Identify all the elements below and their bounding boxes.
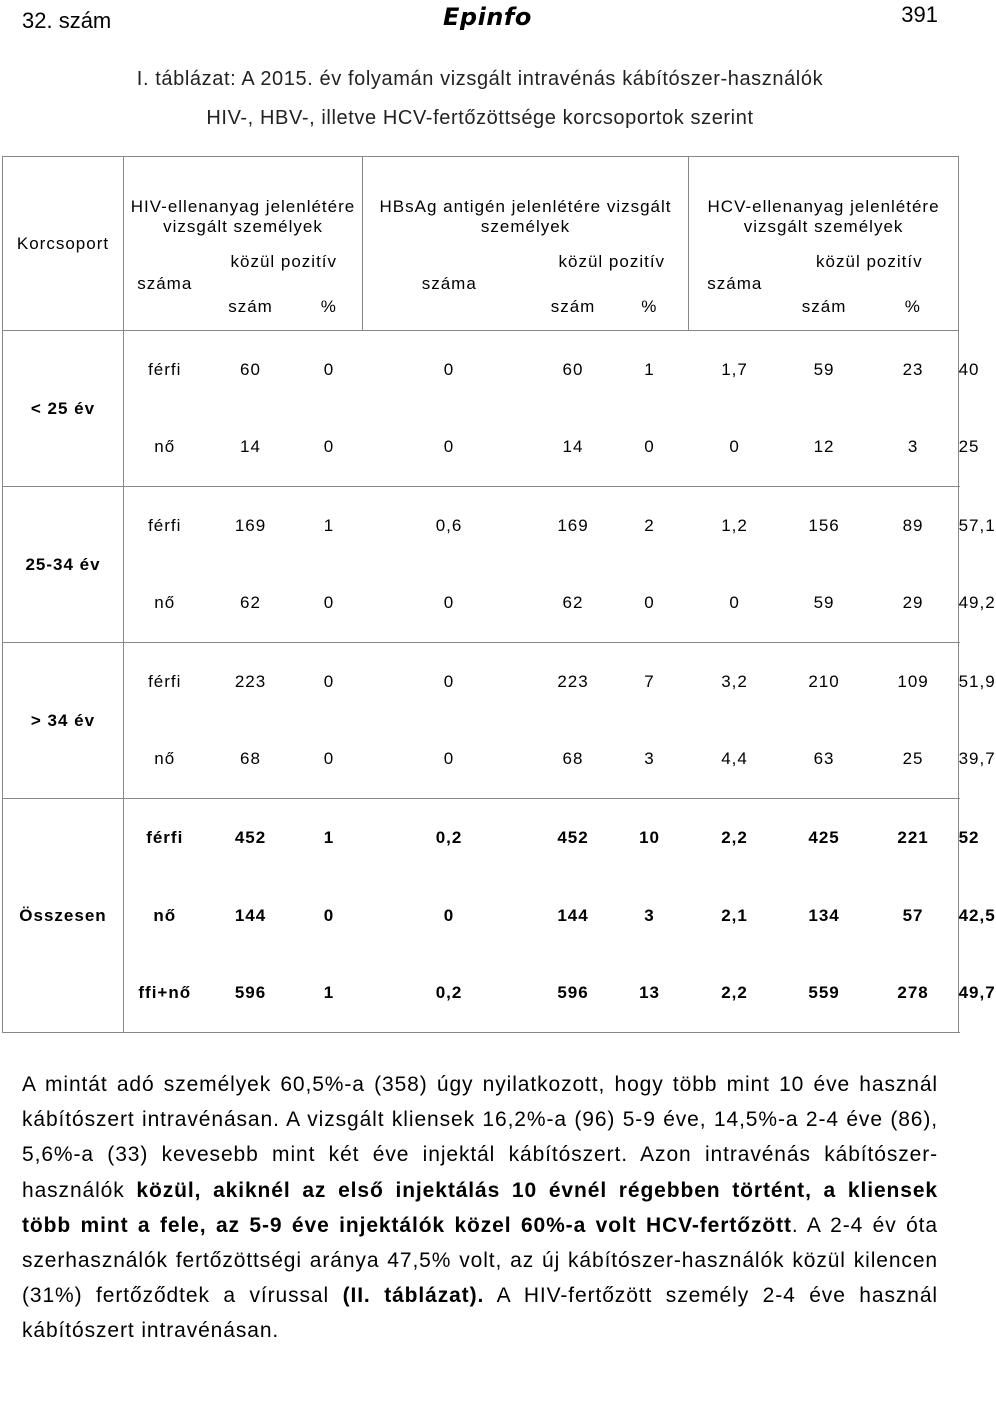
table-caption-line2: HIV-, HBV-, illetve HCV-fertőzöttsége korcsoportok szerint [206, 107, 754, 129]
value-cell: 59 [781, 565, 868, 643]
value-cell: 68 [206, 721, 296, 799]
sex-cell: nő [153, 905, 177, 925]
value-cell: 10 [639, 827, 660, 847]
table-reference: (II. táblázat). [342, 1284, 485, 1308]
age-group-cell: 25-34 év [3, 487, 124, 643]
subheader-hcv-pct: % [868, 285, 959, 331]
subheader-hiv-kozul: közül pozitív [206, 239, 363, 285]
value-cell: 0 [443, 671, 455, 691]
value-cell: 1 [323, 827, 335, 847]
value-cell: 223 [234, 671, 267, 691]
sex-cell: férfi [148, 515, 182, 535]
sex-cell: férfi [148, 671, 182, 691]
subheader-hbsag-kozul: közül pozitív [536, 239, 689, 285]
table-row: 25-34 év férfi 169 1 0,6 169 2 1,2 156 89 57,1 [3, 487, 959, 565]
value-cell: 12 [781, 409, 868, 487]
value-cell: 62 [206, 565, 296, 643]
value-cell: 0 [611, 565, 689, 643]
value-cell: 62 [536, 565, 611, 643]
value-cell: 14 [206, 409, 296, 487]
value-cell: 0,2 [363, 955, 536, 1033]
subheader-hbsag-szama: száma [363, 239, 536, 331]
value-cell: 221 [897, 827, 929, 847]
value-cell: 14 [536, 409, 611, 487]
value-cell: 2,2 [689, 955, 781, 1033]
value-cell: 1 [323, 515, 335, 535]
paragraph-text-3: A HIV-fertőzött személy 2-4 éve használ kábítószert intravénásan. [22, 1284, 938, 1343]
table-row: nő 68 0 0 68 3 4,4 63 25 39,7 [3, 721, 959, 799]
value-cell: 7 [644, 671, 655, 691]
value-cell: 59 [813, 359, 835, 379]
paragraph-bold-1: közül, akiknél az első injektálás 10 évnél régebben történt, a kliensek több mint a fele, az 5-9 éve injektálók közel 60%-a volt HCV-fertőzött [22, 1178, 938, 1237]
subheader-hiv-szam: szám [206, 285, 296, 331]
table-row: ffi+nő 596 1 0,2 596 13 2,2 559 278 49,7 [3, 955, 959, 1033]
value-cell: 0 [443, 905, 455, 925]
value-cell: 0,2 [435, 827, 463, 847]
value-cell: 596 [536, 955, 611, 1033]
page-number: 391 [901, 2, 938, 27]
table-row: nő 144 0 0 144 3 2,1 134 57 42,5 [3, 877, 959, 955]
value-cell: 4,4 [689, 721, 781, 799]
value-cell: 3,2 [721, 671, 748, 691]
value-cell: 134 [808, 905, 840, 925]
body-paragraph [22, 1067, 938, 1349]
age-group-cell: Összesen [3, 799, 124, 1033]
value-cell: 0 [689, 565, 781, 643]
table-row: < 25 év férfi 60 0 0 60 1 1,7 59 23 40 [3, 331, 959, 409]
table-row: > 34 év férfi 223 0 0 223 7 3,2 210 109 51,9 [3, 643, 959, 721]
value-cell: 278 [868, 955, 959, 1033]
paragraph-text-1: A mintát adó személyek 60,5%-a (358) úgy nyilatkozott, hogy több mint 10 éve használ kábítószert intravénásan. A vizsgált kliensek 16,2%-a (96) 5-9 éve, 14,5%-a 2-4 éve (86), 5,6%-a (33) kevesebb mint két éve injektál kábítószert. Azon intravénás kábítószer-használók [22, 1073, 938, 1202]
value-cell: 596 [206, 955, 296, 1033]
value-cell: 169 [557, 515, 589, 535]
table-row: nő 14 0 0 14 0 0 12 3 25 [3, 409, 959, 487]
value-cell: 13 [611, 955, 689, 1033]
subheader-hcv-szam: szám [781, 285, 868, 331]
value-cell: 63 [781, 721, 868, 799]
value-cell: 169 [234, 515, 267, 535]
value-cell: 23 [902, 359, 924, 379]
col-header-age: Korcsoport [3, 157, 124, 331]
group-header-hiv: HIV-ellenanyag jelenlétére vizsgált személyek [124, 157, 363, 239]
value-cell: 0 [363, 721, 536, 799]
age-group-cell: > 34 év [3, 643, 124, 799]
value-cell: 1 [296, 955, 363, 1033]
value-cell: 144 [234, 905, 267, 925]
paragraph-text-2: . A 2-4 év óta szerhasználók fertőzöttségi aránya 47,5% volt, az új kábítószer-használók közül kilencen (31%) fertőződtek a vírussal [22, 1213, 938, 1308]
value-cell: 0 [363, 565, 536, 643]
value-cell: 0 [296, 565, 363, 643]
subheader-hiv-pct: % [296, 285, 363, 331]
value-cell: 1,2 [721, 515, 748, 535]
value-cell: 0 [323, 905, 335, 925]
value-cell: 3 [611, 721, 689, 799]
subheader-hiv-szama: száma [124, 239, 206, 331]
value-cell: 2,2 [721, 827, 748, 847]
value-cell: 0 [363, 409, 536, 487]
subheader-hcv-szama: száma [689, 239, 781, 331]
table-row: Összesen férfi 452 1 0,2 452 10 2,2 425 221 52 [3, 799, 959, 877]
value-cell: 2 [644, 515, 655, 535]
value-cell: 425 [808, 827, 840, 847]
value-cell: 3 [868, 409, 959, 487]
value-cell: 25 [868, 721, 959, 799]
value-cell: 0 [296, 721, 363, 799]
value-cell: 57 [902, 905, 924, 925]
value-cell: 156 [808, 515, 840, 535]
issue-number: 32. szám [22, 8, 112, 33]
value-cell: 144 [557, 905, 589, 925]
sex-cell: ffi+nő [124, 955, 206, 1033]
subheader-hbsag-szam: szám [536, 285, 611, 331]
sex-cell: férfi [146, 827, 184, 847]
epinfo-logo: Epinfo [443, 3, 532, 31]
value-cell: 0 [689, 409, 781, 487]
group-header-hbsag: HBsAg antigén jelenlétére vizsgált személyek [363, 157, 689, 239]
value-cell: 1,7 [721, 359, 748, 379]
value-cell: 0 [611, 409, 689, 487]
value-cell: 223 [557, 671, 589, 691]
value-cell: 0 [323, 359, 335, 379]
value-cell: 29 [868, 565, 959, 643]
results-table [2, 156, 996, 1033]
value-cell: 60 [562, 359, 584, 379]
value-cell: 3 [644, 905, 655, 925]
table-caption-line1: I. táblázat: A 2015. év folyamán vizsgált intravénás kábítószer-használók [136, 68, 824, 90]
value-cell: 60 [240, 359, 261, 379]
sex-cell: férfi [148, 359, 182, 379]
value-cell: 559 [781, 955, 868, 1033]
value-cell: 0 [296, 409, 363, 487]
table-row: nő 62 0 0 62 0 0 59 29 49,2 [3, 565, 959, 643]
subheader-hbsag-pct: % [611, 285, 689, 331]
value-cell: 452 [234, 827, 267, 847]
value-cell: 109 [897, 671, 929, 691]
age-group-cell: < 25 év [3, 331, 124, 487]
value-cell: 210 [808, 671, 840, 691]
sex-cell: nő [124, 565, 206, 643]
value-cell: 0,6 [435, 515, 463, 535]
value-cell: 452 [557, 827, 589, 847]
sex-cell: nő [124, 721, 206, 799]
value-cell: 68 [536, 721, 611, 799]
value-cell: 2,1 [721, 905, 748, 925]
value-cell: 0 [323, 671, 335, 691]
value-cell: 1 [644, 359, 655, 379]
value-cell: 89 [902, 515, 924, 535]
page-header [0, 0, 960, 40]
value-cell: 0 [443, 359, 455, 379]
sex-cell: nő [124, 409, 206, 487]
group-header-hcv: HCV-ellenanyag jelenlétére vizsgált személyek [689, 157, 959, 239]
subheader-hcv-kozul: közül pozitív [781, 239, 959, 285]
